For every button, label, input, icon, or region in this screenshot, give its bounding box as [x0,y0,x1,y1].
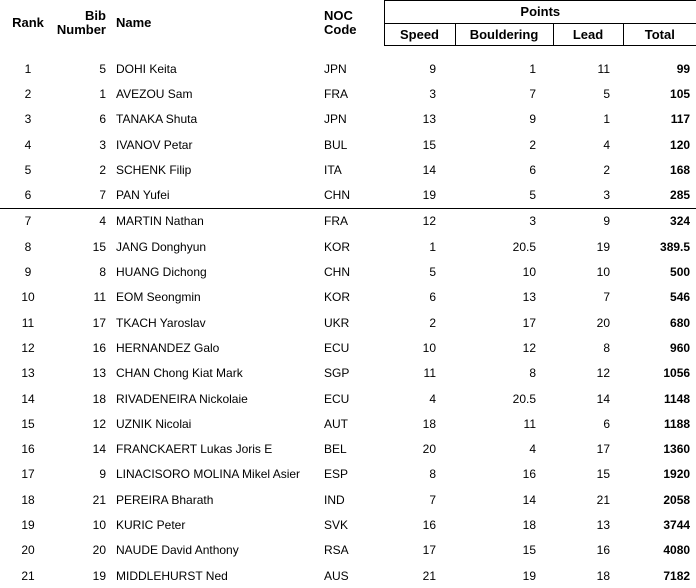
rank-cell: 10 [21,290,35,305]
total-points-cell: 680 [670,315,691,330]
bib-number-cell: 20 [92,543,106,558]
noc-code-cell: ECU [324,340,350,355]
lead-points-cell: 12 [596,366,610,381]
bouldering-points-cell: 5 [455,182,553,208]
table-row [0,335,696,360]
rank-cell: 16 [21,442,35,457]
rank-cell: 14 [21,391,35,406]
athlete-name-cell: HUANG Dichong [116,265,207,280]
total-points-cell: 960 [670,340,691,355]
athlete-name-cell: DOHI Keita [116,61,177,76]
athlete-name-cell: MIDDLEHURST Ned [116,568,228,583]
total-points-cell: 117 [670,112,691,127]
table-row [0,512,696,537]
total-points-cell: 546 [670,290,691,305]
speed-points-cell: 11 [423,366,436,381]
total-points-cell: 105 [670,86,691,101]
bouldering-points-cell: 2 [529,137,536,152]
table-row [0,361,696,386]
lead-points-cell: 19 [596,239,610,254]
rank-cell: 4 [24,137,32,152]
speed-points-cell: 2 [429,315,436,330]
noc-code-cell: IND [324,492,345,507]
speed-points-cell: 18 [422,416,436,431]
bib-number-cell: 1 [99,86,106,101]
noc-code-header [320,1,384,46]
rank-cell: 9 [24,265,32,280]
bouldering-points-cell: 16 [522,467,536,482]
bib-number-cell: 14 [92,442,106,457]
points-group-header: Points [384,1,696,24]
speed-points-cell: 1 [429,239,436,254]
bib-number-cell: 10 [92,517,106,532]
bouldering-points-cell: 18 [522,517,536,532]
table-row [0,487,696,512]
speed-points-cell: 12 [422,214,436,229]
bib-number-cell: 8 [99,265,106,280]
lead-points-cell: 16 [596,543,610,558]
lead-points-cell: 5 [603,86,610,101]
bouldering-points-cell: 20.5 [512,239,536,254]
table-row [0,234,696,259]
bouldering-points-cell: 15 [522,543,536,558]
bib-number-cell: 13 [92,366,106,381]
bouldering-points-cell: 6 [529,162,536,177]
athlete-name-cell: EOM Seongmin [116,290,201,305]
speed-points-cell: 6 [429,290,436,305]
speed-points-cell: 15 [422,137,436,152]
bib-number-cell: 11 [93,290,106,305]
bib-number-cell: 2 [99,162,106,177]
athlete-name-cell: TANAKA Shuta [116,112,198,127]
bouldering-points-cell: 9 [529,112,536,127]
total-points-cell: 7182 [663,568,691,583]
bouldering-points-cell: 8 [529,366,536,381]
lead-points-cell: 14 [596,391,610,406]
bib-number-cell: 19 [92,568,106,583]
rank-cell: 1 [24,61,32,76]
table-row [0,411,696,436]
bib-number-cell: 15 [92,239,106,254]
speed-points-cell: 5 [429,265,436,280]
bouldering-points-cell: 19 [522,568,536,583]
rank-cell: 5 [24,162,32,177]
bib-number-cell: 17 [92,315,106,330]
noc-code-cell: BEL [324,442,347,457]
table-row [0,182,696,208]
noc-code-cell: AUS [324,568,349,583]
athlete-name-cell: NAUDE David Anthony [116,543,239,558]
noc-code-cell: BUL [324,137,348,152]
speed-points-cell: 13 [422,112,436,127]
speed-points-cell: 10 [422,340,436,355]
lead-points-cell: 7 [603,290,610,305]
athlete-name-cell: RIVADENEIRA Nickolaie [116,391,248,406]
lead-points-cell: 4 [603,137,610,152]
athlete-name-cell: UZNIK Nicolai [116,416,192,431]
rank-cell: 3 [24,112,32,127]
speed-points-cell: 20 [422,442,436,457]
rank-cell: 20 [21,543,35,558]
noc-code-cell: CHN [320,182,384,208]
athlete-name-cell: JANG Donghyun [116,239,207,254]
speed-points-cell: 14 [422,162,436,177]
noc-header-line2: Code [324,22,357,37]
athlete-name-cell: FRANCKAERT Lukas Joris E [116,442,273,457]
table-row [0,259,696,284]
total-points-cell: 3744 [663,517,691,532]
bouldering-points-cell: 17 [522,315,536,330]
speed-points-cell: 8 [429,467,436,482]
lead-points-cell: 18 [596,568,610,583]
table-row [0,386,696,411]
noc-code-cell: CHN [324,265,350,280]
rank-cell: 13 [21,366,35,381]
speed-points-cell: 17 [422,543,436,558]
total-points-cell: 1188 [664,416,691,431]
rank-cell: 21 [21,568,35,583]
total-points-cell: 168 [670,162,691,177]
bib-number-cell: 6 [99,112,106,127]
bouldering-points-cell: 12 [522,340,536,355]
table-row [0,538,696,563]
noc-header-line1: NOC [324,8,353,23]
athlete-name-cell: PEREIRA Bharath [116,492,214,507]
athlete-name-cell: MARTIN Nathan [116,214,204,229]
bouldering-points-cell: 11 [523,416,536,431]
total-points-cell: 2058 [663,492,691,507]
athlete-name-cell: SCHENK Filip [116,162,192,177]
lead-points-cell: 13 [596,517,610,532]
total-points-cell: 99 [676,61,691,76]
total-points-cell: 285 [623,182,696,208]
bib-number-cell: 21 [92,492,106,507]
table-row [0,157,696,182]
lead-points-cell: 8 [603,340,610,355]
noc-code-cell: SVK [324,517,349,532]
speed-points-cell: 9 [429,61,436,76]
bouldering-points-cell: 1 [529,61,536,76]
speed-points-cell: 7 [429,492,436,507]
bouldering-points-cell: 20.5 [512,391,536,406]
noc-code-cell: FRA [324,86,348,101]
bib-number-cell: 18 [92,391,106,406]
noc-code-cell: FRA [324,214,348,229]
total-points-cell: 1056 [663,366,691,381]
lead-points-cell: 15 [596,467,610,482]
lead-points-cell: 2 [603,162,610,177]
lead-points-cell: 9 [603,214,610,229]
total-points-cell: 4080 [663,543,691,558]
table-row [0,310,696,335]
lead-points-cell: 10 [596,265,610,280]
name-header: Name [116,15,152,30]
table-row [0,462,696,487]
bouldering-points-cell: 14 [522,492,536,507]
noc-code-cell: ECU [324,391,350,406]
lead-points-cell: 11 [597,61,610,76]
table-row [0,56,696,81]
total-points-cell: 1920 [663,467,691,482]
bouldering-points-cell: 3 [529,214,536,229]
bib-number-header [56,1,112,46]
total-points-cell: 1360 [663,442,691,457]
bib-number-cell: 16 [92,340,106,355]
rank-cell: 17 [21,467,35,482]
rank-cell: 19 [21,517,35,532]
athlete-name-cell: IVANOV Petar [116,137,193,152]
rank-cell: 7 [24,214,32,229]
bib-number-cell: 3 [99,137,106,152]
bouldering-points-cell: 10 [522,265,536,280]
table-row [0,107,696,132]
rank-cell: 11 [21,315,35,330]
results-body [0,56,696,588]
athlete-name-cell: AVEZOU Sam [116,86,193,101]
table-row [0,132,696,157]
table-row [0,436,696,461]
speed-points-cell: 21 [422,568,436,583]
bib-number-cell: 12 [92,416,106,431]
rank-cell: 8 [24,239,32,254]
lead-points-cell: 3 [553,182,623,208]
rank-cell: 6 [0,182,56,208]
bib-header-line1: Bib [85,8,106,23]
rank-cell: 15 [21,416,35,431]
total-points-cell: 500 [670,265,691,280]
total-points-cell: 324 [670,214,691,229]
noc-code-cell: UKR [324,315,350,330]
rank-cell: 18 [21,492,35,507]
table-header [0,1,696,57]
athlete-name-cell: LINACISORO MOLINA Mikel Asier [116,467,301,482]
rank-cell: 12 [21,340,35,355]
noc-code-cell: KOR [324,239,351,254]
total-points-cell: 120 [670,137,691,152]
athlete-name-cell: HERNANDEZ Galo [116,340,220,355]
bouldering-points-cell: 4 [529,442,536,457]
noc-code-cell: JPN [324,61,347,76]
lead-points-cell: 20 [596,315,610,330]
speed-points-cell: 3 [429,86,436,101]
noc-code-cell: JPN [324,112,347,127]
bouldering-header: Bouldering [455,24,553,46]
noc-code-cell: ESP [324,467,349,482]
lead-points-cell: 17 [596,442,610,457]
noc-code-cell: KOR [324,290,351,305]
bib-header-line2: Number [56,22,106,37]
athlete-name-cell: PAN Yufei [112,182,320,208]
athlete-name-cell: CHAN Chong Kiat Mark [116,366,243,381]
table-row [0,285,696,310]
noc-code-cell: RSA [324,543,349,558]
athlete-name-cell: KURIC Peter [116,517,186,532]
speed-header: Speed [384,24,455,46]
bouldering-points-cell: 13 [522,290,536,305]
bouldering-points-cell: 7 [529,86,536,101]
total-points-cell: 1148 [664,391,691,406]
lead-points-cell: 21 [596,492,610,507]
bib-number-cell: 4 [99,214,106,229]
lead-points-cell: 1 [603,112,610,127]
total-points-cell: 389.5 [660,239,691,254]
rank-header: Rank [12,15,44,30]
noc-code-cell: SGP [324,366,350,381]
speed-points-cell: 19 [384,182,455,208]
bib-number-cell: 5 [99,61,106,76]
rank-cell: 2 [24,86,32,101]
table-row [0,81,696,106]
bib-number-cell: 7 [56,182,112,208]
lead-header: Lead [553,24,623,46]
lead-points-cell: 6 [603,416,610,431]
speed-points-cell: 16 [422,517,436,532]
table-row [0,563,696,588]
bib-number-cell: 9 [99,467,106,482]
total-header: Total [623,24,696,46]
noc-code-cell: AUT [324,416,348,431]
table-row [0,208,696,234]
noc-code-cell: ITA [324,162,342,177]
athlete-name-cell: TKACH Yaroslav [116,315,206,330]
speed-points-cell: 4 [429,391,436,406]
